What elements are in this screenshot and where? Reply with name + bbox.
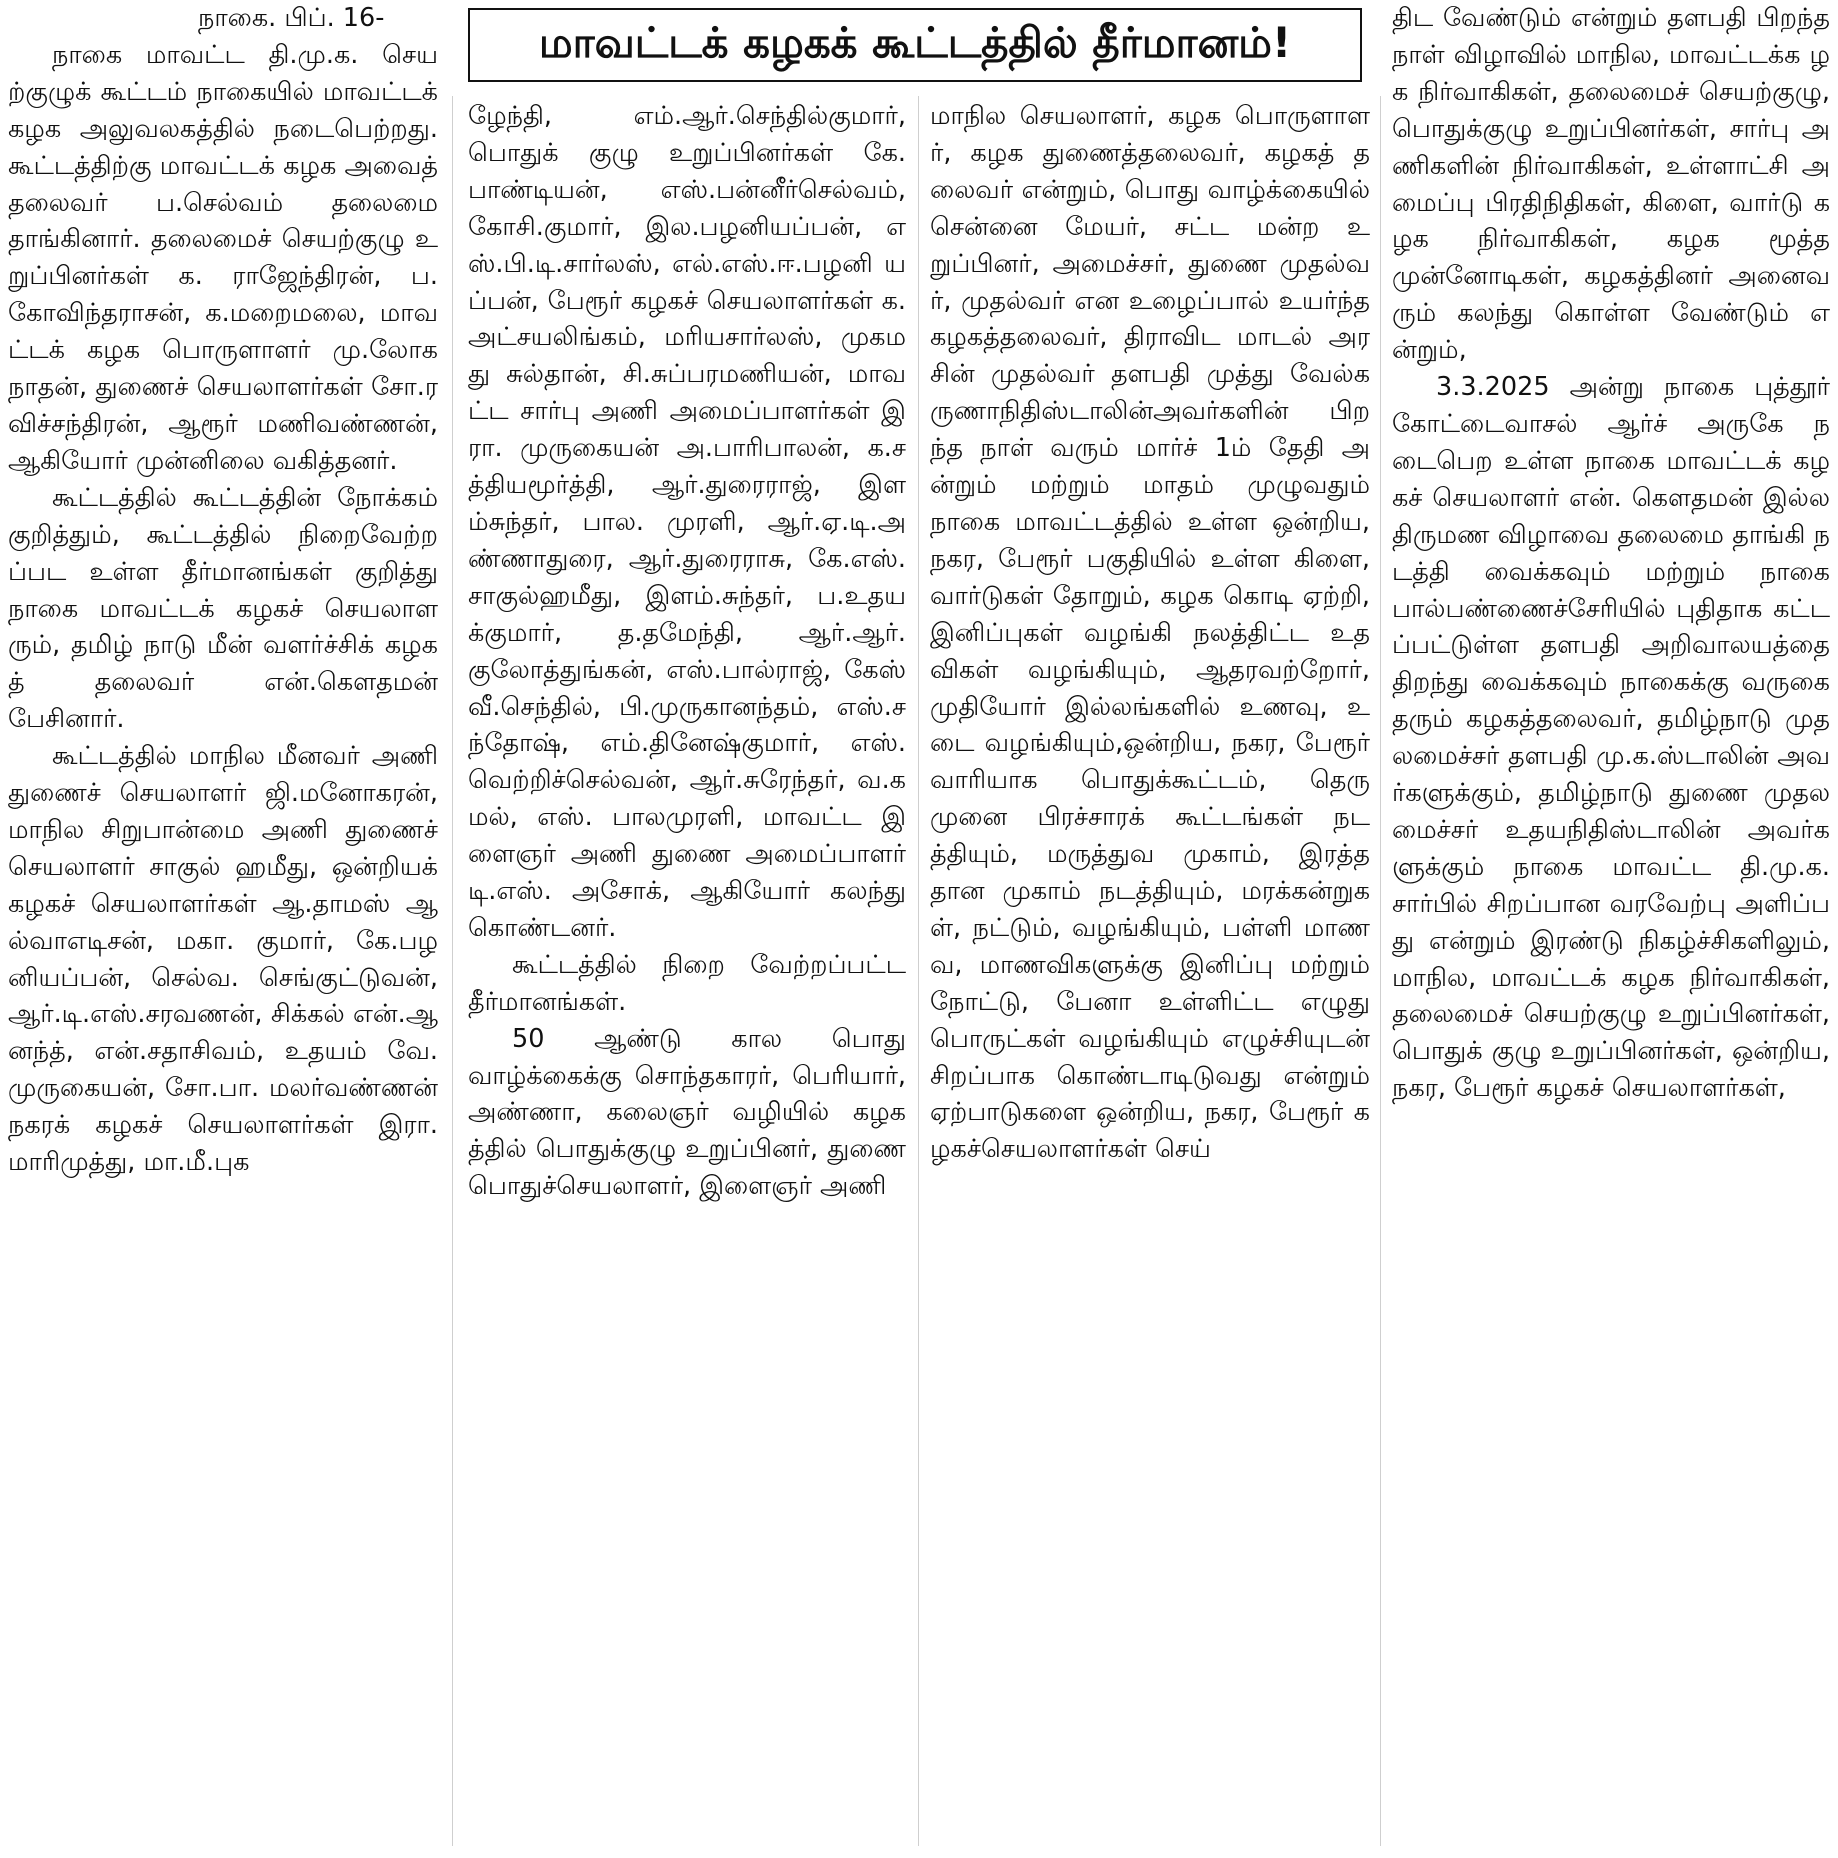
headline-box (468, 8, 1362, 82)
paragraph: 50 ஆண்டு கால பொது வாழ்க்கைக்கு சொந்தகாரர், பெரியார், அண்ணா, கலைஞர் வழியில் கழகத்தில் பொதுக்குழு உறுப்பினர், துணை பொதுச்செயலாளர், இளைஞர் அணி (468, 1023, 906, 1202)
paragraph: திட வேண்டும் என்றும் தளபதி பிறந்த நாள் விழாவில் மாநில, மாவட்டக்க ழக நிர்வாகிகள், தலைமைச் செயற்குழு, பொதுக்குழு உறுப்பினர்கள், சார்பு அணிகளின் நிர்வாகிகள், உள்ளாட்சி அமைப்பு பிரதிநிதிகள், கிளை, வார்டு கழக நிர்வாகிகள், கழக மூத்த முன்னோடிகள், கழகத்தினர் அனைவரும் கலந்து கொள்ள வேண்டும் என்றும், (1392, 3, 1830, 366)
column-3 (930, 98, 1370, 1858)
column-1 (8, 0, 438, 1858)
column-divider (452, 96, 453, 1846)
paragraph: நாகை மாவட்ட தி.மு.க. செயற்குழுக் கூட்டம் நாகையில் மாவட்டக் கழக அலுவலகத்தில் நடைபெற்றது. கூட்டத்திற்கு மாவட்டக் கழக அவைத் தலைவர் ப.செல்வம் தலைமை தாங்கினார். தலைமைச் செயற்குழு உறுப்பினர்கள் க. ராஜேந்திரன், ப.கோவிந்தராசன், க.மறைமலை, மாவட்டக் கழக பொருளாளர் மு.லோகநாதன், துணைச் செயலாளர்கள் சோ.ரவிச்சந்திரன், ஆரூர் மணிவண்ணன், ஆகியோர் முன்னிலை வகித்தனர். (8, 39, 438, 476)
paragraph: மாநில செயலாளர், கழக பொருளாளர், கழக துணைத்தலைவர், கழகத் தலைவர் என்றும், பொது வாழ்க்கையில் சென்னை மேயர், சட்ட மன்ற உறுப்பினர், அமைச்சர், துணை முதல்வர், முதல்வர் என உழைப்பால் உயர்ந்த கழகத்தலைவர், திராவிட மாடல் அரசின் முதல்வர் தளபதி முத்து வேல்கருணாநிதிஸ்டாலின்அவர்களின் பிறந்த நாள் வரும் மார்ச் 1ம் தேதி அன்றும் மற்றும் மாதம் முழுவதும் நாகை மாவட்டத்தில் உள்ள ஒன்றிய, நகர, பேரூர் பகுதியில் உள்ள கிளை, வார்டுகள் தோறும், கழக கொடி ஏற்றி, இனிப்புகள் வழங்கி நலத்திட்ட உதவிகள் வழங்கியும், ஆதரவற்றோர், முதியோர் இல்லங்களில் உணவு, உடை வழங்கியும்,ஒன்றிய, நகர, பேரூர் வாரியாக பொதுக்கூட்டம், தெரு முனை பிரச்சாரக் கூட்டங்கள் நடத்தியும், மருத்துவ முகாம், இரத்த தான முகாம் நடத்தியும், மரக்கன்றுகள், நட்டும், வழங்கியும், பள்ளி மாணவ, மாணவிகளுக்கு இனிப்பு மற்றும் நோட்டு, பேனா உள்ளிட்ட எழுது பொருட்கள் வழங்கியும் எழுச்சியுடன் சிறப்பாக கொண்டாடிடுவது என்றும் ஏற்பாடுகளை ஒன்றிய, நகர, பேரூர் கழகச்செயலாளர்கள் செய் (930, 101, 1370, 1165)
headline: மாவட்டக் கழகக் கூட்டத்தில் தீர்மானம்! (538, 17, 1292, 67)
paragraph: கூட்டத்தில் கூட்டத்தின் நோக்கம் குறித்தும், கூட்டத்தில் நிறைவேற்றப்பட உள்ள தீர்மானங்கள் குறித்து நாகை மாவட்டக் கழகச் செயலாளரும், தமிழ் நாடு மீன் வளர்ச்சிக் கழகத் தலைவர் என்.கௌதமன் பேசினார். (8, 482, 438, 735)
dateline: நாகை. பிப். 16- (198, 3, 385, 33)
column-2 (468, 98, 906, 1858)
paragraph: 3.3.2025 அன்று நாகை புத்தூர் கோட்டைவாசல் ஆர்ச் அருகே நடைபெற உள்ள நாகை மாவட்டக் கழகச் செயலாளர் என். கௌதமன் இல்ல திருமண விழாவை தலைமை தாங்கி நடத்தி வைக்கவும் மற்றும் நாகை பால்பண்ணைச்சேரியில் புதிதாக கட்டப்பட்டுள்ள தளபதி அறிவாலயத்தை திறந்து வைக்கவும் நாகைக்கு வருகை தரும் கழகத்தலைவர், தமிழ்நாடு முதலமைச்சர் தளபதி மு.க.ஸ்டாலின் அவர்களுக்கும், தமிழ்நாடு துணை முதலமைச்சர் உதயநிதிஸ்டாலின் அவர்களுக்கும் நாகை மாவட்ட தி.மு.க. சார்பில் சிறப்பான வரவேற்பு அளிப்பது என்றும் இரண்டு நிகழ்ச்சிகளிலும், மாநில, மாவட்டக் கழக நிர்வாகிகள், தலைமைச் செயற்குழு உறுப்பினர்கள், பொதுக் குழு உறுப்பினர்கள், ஒன்றிய, நகர, பேரூர் கழகச் செயலாளர்கள், (1392, 372, 1830, 1104)
column-4 (1392, 0, 1830, 1858)
paragraph: கூட்டத்தில் மாநில மீனவர் அணி துணைச் செயலாளர் ஜி.மனோகரன், மாநில சிறுபான்மை அணி துணைச் செயலாளர் சாகுல் ஹமீது, ஒன்றியக் கழகச் செயலாளர்கள் ஆ.தாமஸ் ஆல்வாஎடிசன், மகா. குமார், கே.பழனியப்பன், செல்வ. செங்குட்டுவன், ஆர்.டி.எஸ்.சரவணன், சிக்கல் என்.ஆனந்த், என்.சதாசிவம், உதயம் வே.முருகையன், சோ.பா. மலர்வண்ணன் நகரக் கழகச் செயலாளர்கள் இரா. மாரிமுத்து, மா.மீ.புக (8, 741, 438, 1178)
paragraph: கூட்டத்தில் நிறை வேற்றப்பட்ட தீர்மானங்கள். (468, 949, 906, 1017)
paragraph: ழேந்தி, எம்.ஆர்.செந்தில்குமார், பொதுக் குழு உறுப்பினர்கள் கே.பாண்டியன், எஸ்.பன்னீர்செல்வம், கோசி.குமார், இல.பழனியப்பன், எஸ்.பி.டி.சார்லஸ், எல்.எஸ்.ஈ.பழனி யப்பன், பேரூர் கழகச் செயலாளர்கள் க.அட்சயலிங்கம், மரியசார்லஸ், முகமது சுல்தான், சி.சுப்பரமணியன், மாவட்ட சார்பு அணி அமைப்பாளர்கள் இரா. முருகையன் அ.பாரிபாலன், க.சத்தியமூர்த்தி, ஆர்.துரைராஜ், இளம்சுந்தர், பால. முரளி, ஆர்.ஏ.டி.அண்ணாதுரை, ஆர்.துரைராசு, கே.எஸ்.சாகுல்ஹமீது, இளம்.சுந்தர், ப.உதயக்குமார், த.தமேந்தி, ஆர்.ஆர். குலோத்துங்கன், எஸ்.பால்ராஜ், கேஸ் வீ.செந்தில், பி.முருகானந்தம், எஸ்.சந்தோஷ், எம்.தினேஷ்குமார், எஸ்.வெற்றிச்செல்வன், ஆர்.சுரேந்தர், வ.கமல், எஸ். பாலமுரளி, மாவட்ட இளைஞர் அணி துணை அமைப்பாளர் டி.எஸ். அசோக், ஆகியோர் கலந்து கொண்டனர். (468, 101, 906, 943)
column-divider (918, 96, 919, 1846)
column-divider (1380, 96, 1381, 1846)
